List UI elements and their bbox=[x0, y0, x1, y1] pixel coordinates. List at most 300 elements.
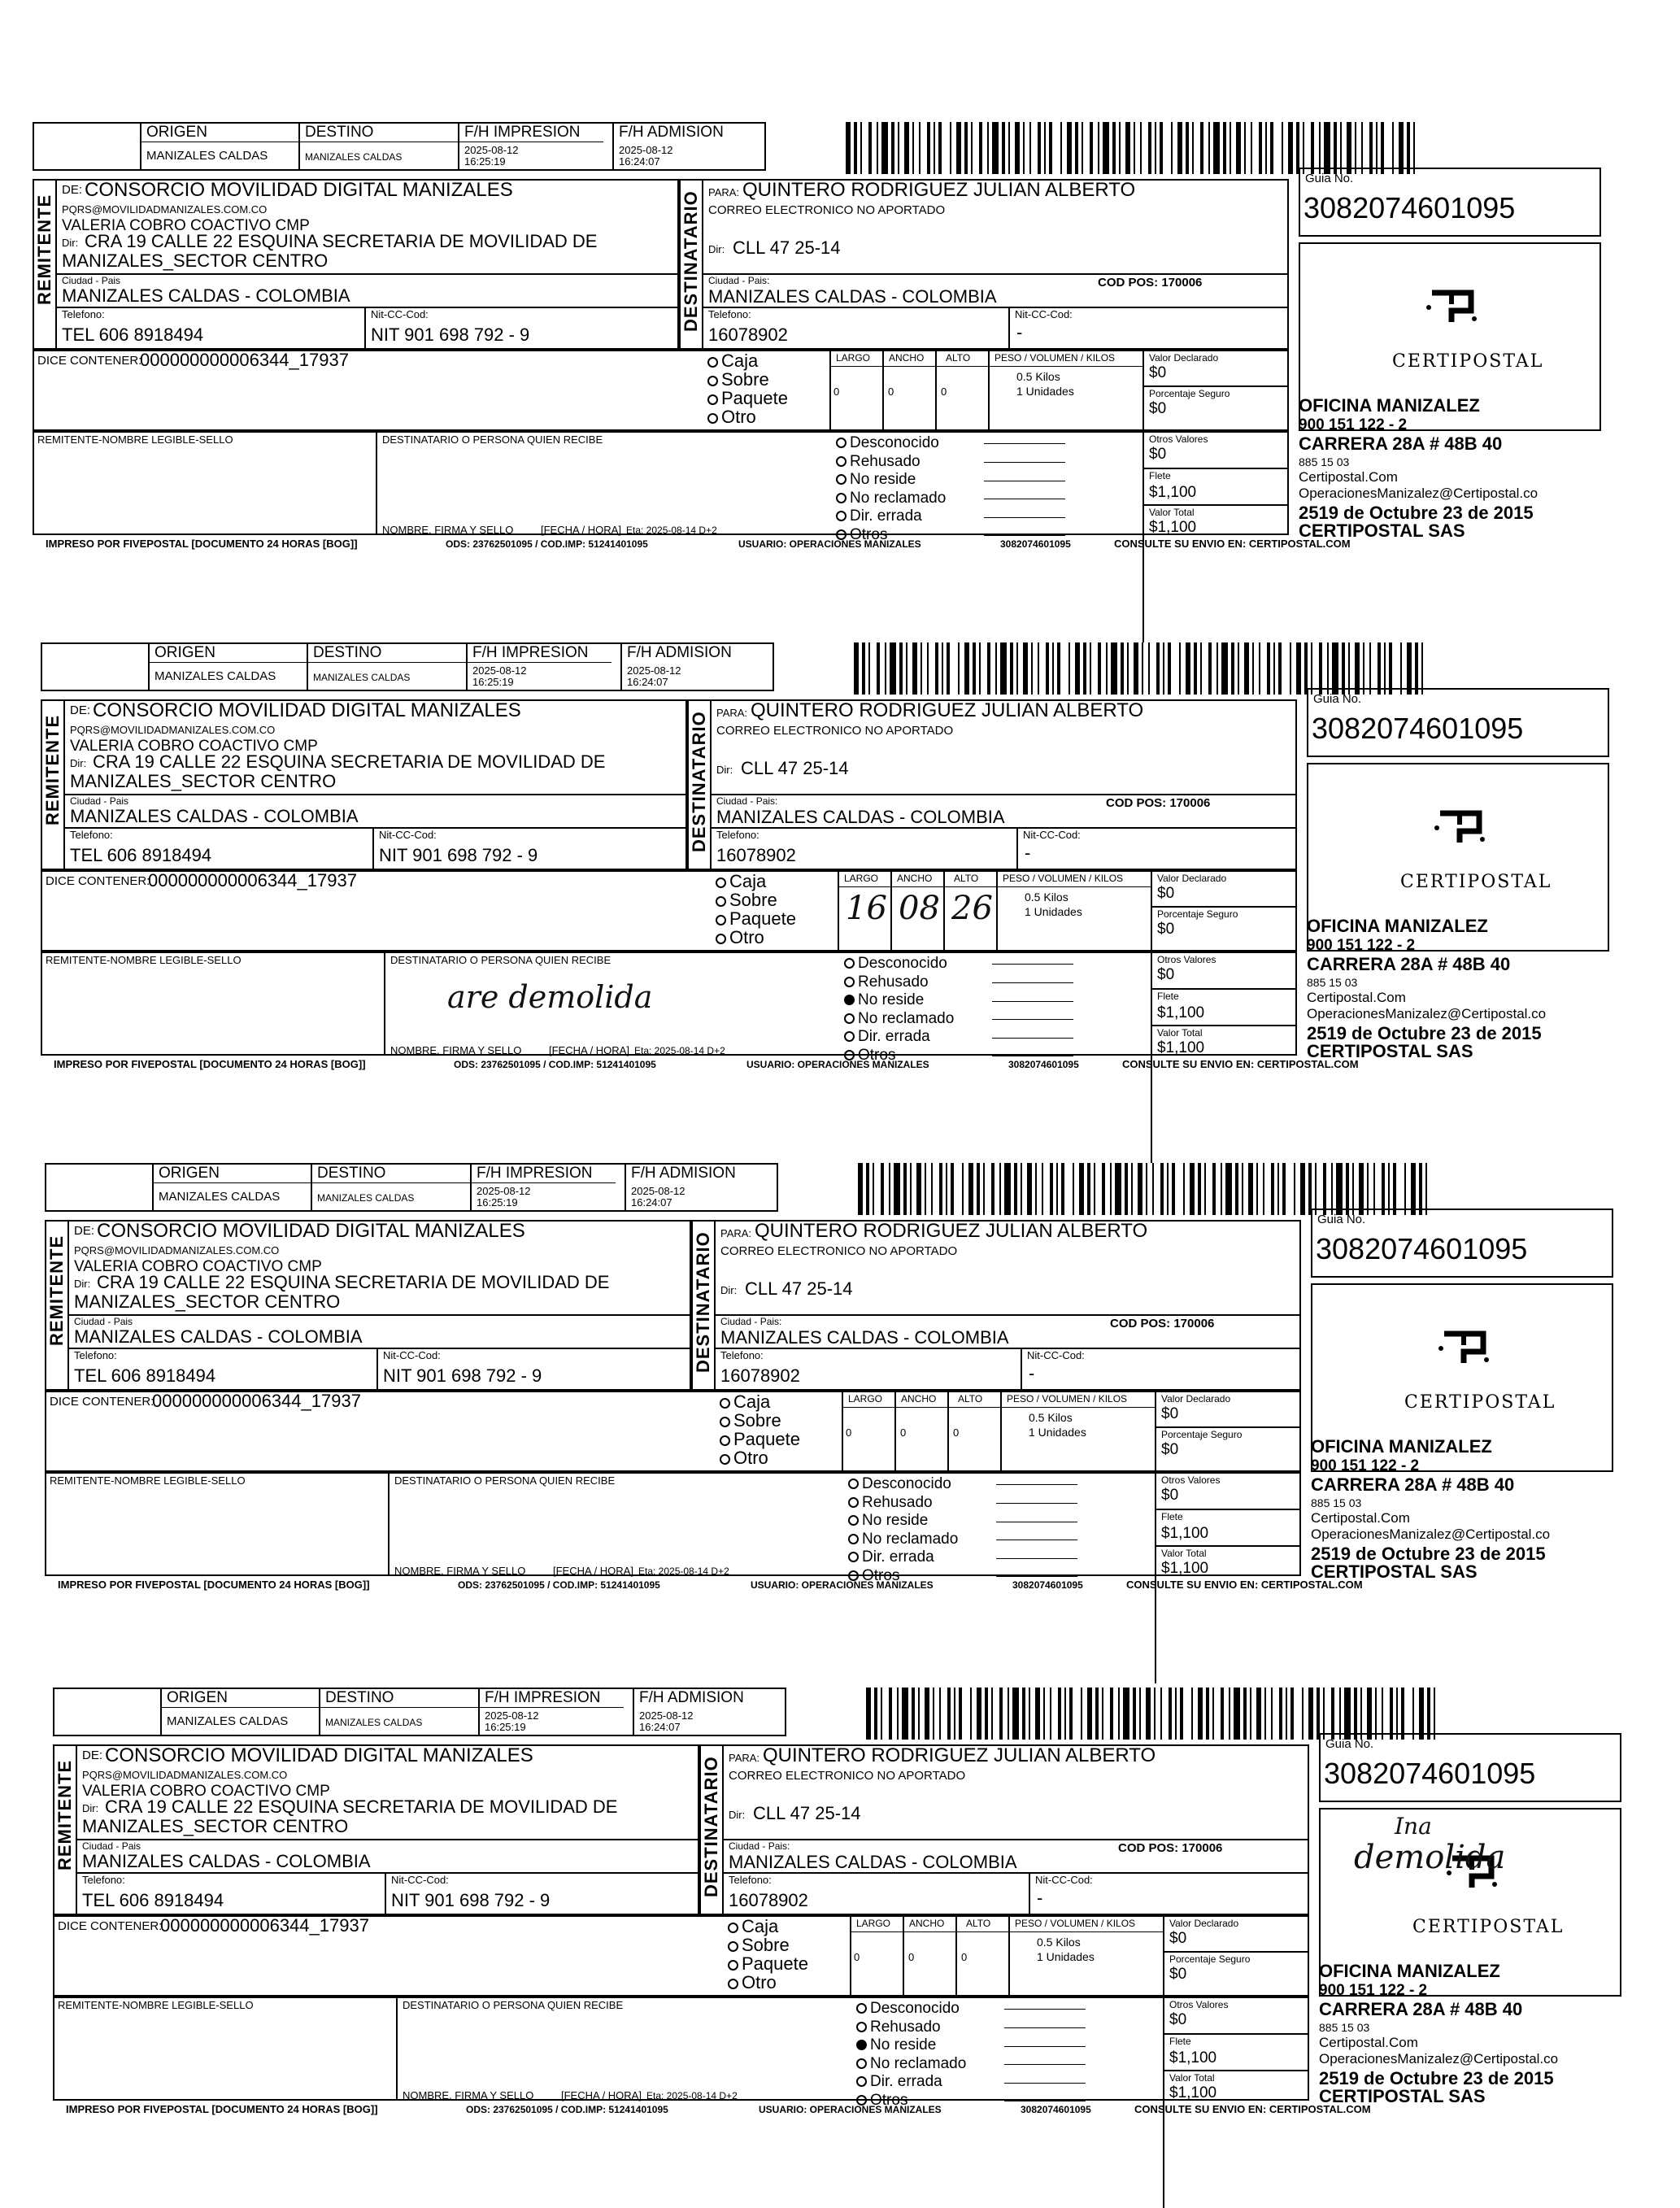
barcode-bar bbox=[1106, 642, 1108, 695]
barcode-bar bbox=[1118, 1688, 1120, 1740]
barcode-bar bbox=[1102, 1688, 1103, 1740]
barcode-bar bbox=[1168, 642, 1171, 695]
barcode-bar bbox=[874, 1688, 877, 1740]
barcode-bar bbox=[1425, 1163, 1427, 1215]
barcode-bar bbox=[1014, 1163, 1017, 1215]
radio-empty-icon bbox=[728, 1960, 738, 1971]
barcode-bar bbox=[1319, 122, 1321, 174]
oficina-correo: OperacionesManizalez@Certipostal.co bbox=[1299, 486, 1539, 501]
motivo-desconocido: Desconocido bbox=[836, 434, 946, 453]
cod-pos: COD POS: 170006 bbox=[1098, 276, 1203, 290]
otros-valores-value: $0 bbox=[1169, 2011, 1187, 2028]
barcode-bar bbox=[1244, 122, 1246, 174]
hora-admision: 16:24:07 bbox=[631, 1196, 672, 1209]
dir-label: Dir: bbox=[74, 1278, 91, 1290]
telefono-dest-label: Telefono: bbox=[720, 1349, 764, 1361]
dir-label: Dir: bbox=[62, 237, 79, 249]
destinatario-vertical-label: DESTINATARIO bbox=[701, 1756, 721, 1897]
nit-label: Nit-CC-Cod: bbox=[371, 308, 429, 320]
barcode-bar bbox=[971, 122, 973, 174]
remitente-direccion-1: CRA 19 CALLE 22 ESQUINA SECRETARIA DE MOVILIDAD DE bbox=[105, 1796, 618, 1817]
barcode-bar bbox=[904, 122, 909, 174]
barcode-bar bbox=[1125, 1163, 1128, 1215]
barcode-bar bbox=[1183, 1163, 1185, 1215]
barcode-bar bbox=[1282, 1163, 1286, 1215]
barcode-bar bbox=[1050, 1688, 1051, 1740]
remitente-contacto: VALERIA COBRO COACTIVO CMP bbox=[82, 1783, 330, 1800]
radio-empty-icon bbox=[848, 1552, 859, 1562]
motivo-no-reclamado: No reclamado bbox=[844, 1010, 954, 1029]
origen-value: MANIZALES CALDAS bbox=[155, 669, 276, 683]
barcode-bar bbox=[1363, 642, 1364, 695]
origen-value: MANIZALES CALDAS bbox=[167, 1714, 289, 1728]
destinatario-correo: CORREO ELECTRONICO NO APORTADO bbox=[720, 1244, 958, 1258]
barcode-icon bbox=[846, 122, 1423, 174]
flete-value: $1,100 bbox=[1149, 484, 1197, 501]
unidades-value: 1 Unidades bbox=[1037, 1950, 1095, 1963]
empaque-otro: Otro bbox=[720, 1448, 800, 1467]
ciudad-dest-label: Ciudad - Pais: bbox=[708, 275, 770, 286]
empaque-sobre: Sobre bbox=[716, 891, 796, 909]
barcode-bar bbox=[1389, 642, 1392, 695]
nombre-firma-label: NOMBRE, FIRMA Y SELLO bbox=[382, 524, 514, 536]
oficina-resolucion: 2519 de Octubre 23 de 2015 bbox=[1319, 2068, 1554, 2088]
barcode-bar bbox=[934, 122, 935, 174]
oficina-empresa: CERTIPOSTAL SAS bbox=[1307, 1041, 1473, 1061]
nit-dest-label: Nit-CC-Cod: bbox=[1015, 308, 1073, 320]
barcode-bar bbox=[1012, 1688, 1019, 1740]
radio-empty-icon bbox=[716, 878, 726, 888]
barcode-bar bbox=[916, 1163, 921, 1215]
motivo-otros: Otros bbox=[856, 2092, 966, 2110]
footer-guia: 3082074601095 bbox=[1000, 538, 1071, 550]
footer-ods: ODS: 23762501095 / COD.IMP: 51241401095 bbox=[454, 1059, 656, 1070]
cod-pos: COD POS: 170006 bbox=[1110, 1317, 1215, 1330]
motivo-no-reside: No reside bbox=[844, 991, 954, 1010]
remitente-vertical-label: REMITENTE bbox=[46, 1235, 67, 1346]
barcode-bar bbox=[991, 1163, 995, 1215]
barcode-bar bbox=[1373, 1163, 1375, 1215]
destinatario-recibe-label: DESTINATARIO O PERSONA QUIEN RECIBE bbox=[382, 433, 603, 446]
hora-impresion: 16:25:19 bbox=[477, 1196, 518, 1209]
barcode-bar bbox=[973, 642, 976, 695]
barcode-bar bbox=[951, 1163, 954, 1215]
empaque-sobre: Sobre bbox=[728, 1936, 808, 1954]
barcode-bar bbox=[1407, 122, 1410, 174]
destino-value: MANIZALES CALDAS bbox=[313, 672, 411, 683]
barcode-bar bbox=[1304, 642, 1308, 695]
motivos-devolucion bbox=[856, 2000, 966, 2110]
barcode-bar bbox=[927, 122, 930, 174]
barcode-bar bbox=[860, 122, 862, 174]
barcode-bar bbox=[1252, 642, 1254, 695]
radio-filled-icon bbox=[856, 2040, 867, 2050]
barcode-bar bbox=[947, 1688, 951, 1740]
nit-label: Nit-CC-Cod: bbox=[391, 1874, 449, 1886]
barcode-bar bbox=[921, 642, 922, 695]
footer-guia: 3082074601095 bbox=[1021, 2104, 1091, 2115]
largo-label: LARGO bbox=[848, 1393, 883, 1404]
valor-declarado-label: Valor Declarado bbox=[1157, 873, 1227, 884]
alto-label: ALTO bbox=[966, 1918, 991, 1929]
barcode-bar bbox=[970, 1688, 972, 1740]
barcode-bar bbox=[1035, 1163, 1037, 1215]
fh-admision-label: F/H ADMISION bbox=[639, 1689, 744, 1706]
alto-label: ALTO bbox=[946, 352, 971, 364]
destino-label: DESTINO bbox=[317, 1165, 386, 1182]
barcode-bar bbox=[1230, 122, 1231, 174]
barcode-bar bbox=[1038, 642, 1039, 695]
barcode-bar bbox=[1407, 642, 1412, 695]
fecha-impresion: 2025-08-12 bbox=[477, 1185, 531, 1197]
empaque-paquete: Paquete bbox=[716, 909, 796, 928]
contenido-value: 000000000006344_17937 bbox=[152, 1391, 361, 1411]
barcode-bar bbox=[1004, 1163, 1011, 1215]
largo-value: 0 bbox=[854, 1951, 860, 1963]
barcode-bar bbox=[1384, 642, 1386, 695]
barcode-bar bbox=[1267, 642, 1270, 695]
barcode-bar bbox=[946, 1163, 947, 1215]
nit-label: Nit-CC-Cod: bbox=[383, 1349, 441, 1361]
oficina-empresa: CERTIPOSTAL SAS bbox=[1319, 2086, 1486, 2106]
barcode-bar bbox=[1146, 1688, 1151, 1740]
largo-label: LARGO bbox=[844, 873, 879, 884]
destinatario-ciudad: MANIZALES CALDAS - COLOMBIA bbox=[716, 807, 1005, 827]
telefono-dest-label: Telefono: bbox=[716, 829, 759, 841]
oficina-name: OFICINA MANIZALEZ bbox=[1311, 1436, 1492, 1457]
barcode-bar bbox=[846, 122, 851, 174]
barcode-bar bbox=[1194, 642, 1197, 695]
barcode-bar bbox=[1256, 1163, 1258, 1215]
barcode-bar bbox=[858, 1163, 863, 1215]
empaque-options bbox=[707, 351, 788, 426]
barcode-bar bbox=[942, 642, 943, 695]
unidades-value: 1 Unidades bbox=[1025, 905, 1082, 918]
fecha-admision: 2025-08-12 bbox=[639, 1709, 694, 1722]
barcode-bar bbox=[962, 1163, 964, 1215]
barcode-bar bbox=[1344, 1688, 1351, 1740]
barcode-bar bbox=[1256, 1688, 1261, 1740]
barcode-bar bbox=[1352, 1163, 1354, 1215]
nit-label: Nit-CC-Cod: bbox=[379, 829, 437, 841]
fecha-admision: 2025-08-12 bbox=[627, 664, 681, 677]
fecha-impresion: 2025-08-12 bbox=[472, 664, 527, 677]
barcode-bar bbox=[854, 642, 859, 695]
barcode-bar bbox=[1294, 1163, 1295, 1215]
barcode-bar bbox=[956, 122, 961, 174]
barcode-bar bbox=[1200, 122, 1203, 174]
firma-box bbox=[45, 1472, 1301, 1576]
peso-value: 0.5 Kilos bbox=[1037, 1936, 1081, 1949]
valor-declarado-value: $0 bbox=[1149, 364, 1167, 381]
ancho-label: ANCHO bbox=[909, 1918, 945, 1929]
hora-impresion: 16:25:19 bbox=[485, 1721, 526, 1733]
alto-value: 0 bbox=[941, 385, 947, 398]
empaque-sobre: Sobre bbox=[707, 370, 788, 389]
barcode-bar bbox=[1010, 642, 1013, 695]
barcode-bar bbox=[1277, 1163, 1279, 1215]
handwritten-note: Ina bbox=[1395, 1813, 1432, 1840]
remitente-contacto: VALERIA COBRO COACTIVO CMP bbox=[70, 738, 318, 755]
dice-contener-label: DICE CONTENER: bbox=[37, 354, 142, 368]
destino-value: MANIZALES CALDAS bbox=[325, 1717, 423, 1728]
motivo-rehusado: Rehusado bbox=[836, 453, 946, 472]
eta-value: Eta: 2025-08-14 D+2 bbox=[646, 2090, 738, 2101]
nit-dest-label: Nit-CC-Cod: bbox=[1027, 1349, 1085, 1361]
telefono-label: Telefono: bbox=[70, 829, 113, 841]
origen-value: MANIZALES CALDAS bbox=[146, 149, 268, 163]
telefono-label: Telefono: bbox=[82, 1874, 125, 1886]
barcode-bar bbox=[1265, 122, 1267, 174]
remitente-email: PQRS@MOVILIDADMANIZALES.COM.CO bbox=[62, 203, 268, 216]
certipostal-logo-icon bbox=[1434, 807, 1486, 852]
barcode-bar bbox=[894, 1163, 900, 1215]
barcode-bar bbox=[1190, 1163, 1195, 1215]
barcode-bar bbox=[925, 1688, 929, 1740]
empaque-caja: Caja bbox=[716, 872, 796, 891]
barcode-bar bbox=[1342, 642, 1345, 695]
valor-declarado-label: Valor Declarado bbox=[1161, 1393, 1231, 1404]
barcode-bar bbox=[1119, 122, 1121, 174]
valor-total-label: Valor Total bbox=[1149, 507, 1195, 518]
radio-empty-icon bbox=[844, 958, 855, 969]
remitente-vertical-label: REMITENTE bbox=[34, 194, 54, 305]
barcode-bar bbox=[918, 1688, 920, 1740]
barcode-bar bbox=[1278, 642, 1282, 695]
radio-empty-icon bbox=[848, 1479, 859, 1489]
destinatario-direccion: CLL 47 25-14 bbox=[753, 1803, 861, 1823]
barcode-bar bbox=[1064, 1688, 1066, 1740]
barcode-bar bbox=[885, 642, 886, 695]
valor-declarado-value: $0 bbox=[1157, 885, 1175, 902]
flete-label: Flete bbox=[1149, 470, 1171, 481]
barcode-bar bbox=[987, 122, 989, 174]
barcode-icon bbox=[866, 1688, 1443, 1740]
barcode-bar bbox=[991, 1688, 993, 1740]
barcode-bar bbox=[1290, 1688, 1294, 1740]
radio-empty-icon bbox=[707, 357, 718, 368]
radio-empty-icon bbox=[716, 915, 726, 925]
barcode-bar bbox=[912, 122, 914, 174]
ancho-label: ANCHO bbox=[889, 352, 925, 364]
barcode-bar bbox=[1340, 122, 1342, 174]
porcentaje-seguro-label: Porcentaje Seguro bbox=[1149, 388, 1230, 399]
barcode-bar bbox=[1186, 642, 1190, 695]
guia-number: 3082074601095 bbox=[1312, 712, 1524, 745]
destinatario-telefono: 16078902 bbox=[720, 1365, 800, 1386]
destinatario-direccion: CLL 47 25-14 bbox=[733, 237, 841, 258]
oficina-nit: 900 151 122 - 2 bbox=[1307, 937, 1416, 954]
valor-total-value: $1,100 bbox=[1157, 1039, 1205, 1056]
barcode-bar bbox=[1251, 122, 1252, 174]
certipostal-logo-text: CERTIPOSTAL bbox=[1412, 1917, 1565, 1937]
barcode-bar bbox=[1271, 1163, 1274, 1215]
oficina-correo: OperacionesManizalez@Certipostal.co bbox=[1307, 1006, 1547, 1021]
valor-declarado-value: $0 bbox=[1161, 1405, 1179, 1422]
barcode-bar bbox=[1043, 1688, 1045, 1740]
radio-empty-icon bbox=[848, 1534, 859, 1544]
destinatario-telefono: 16078902 bbox=[708, 324, 788, 345]
motivos-devolucion bbox=[844, 955, 954, 1065]
barcode-bar bbox=[959, 1688, 962, 1740]
barcode-bar bbox=[1073, 1163, 1074, 1215]
origen-label: ORIGEN bbox=[159, 1165, 220, 1182]
barcode-bar bbox=[1413, 122, 1415, 174]
remitente-nit: NIT 901 698 792 - 9 bbox=[391, 1890, 551, 1910]
barcode-bar bbox=[1238, 642, 1239, 695]
barcode-bar bbox=[1323, 1688, 1325, 1740]
barcode-bar bbox=[939, 1163, 942, 1215]
destinatario-correo: CORREO ELECTRONICO NO APORTADO bbox=[708, 203, 946, 217]
barcode-bar bbox=[1332, 642, 1338, 695]
motivo-rehusado: Rehusado bbox=[856, 2019, 966, 2037]
barcode-bar bbox=[1098, 642, 1101, 695]
barcode-bar bbox=[1000, 642, 1007, 695]
remitente-direccion-2: MANIZALES_SECTOR CENTRO bbox=[74, 1291, 341, 1312]
barcode-bar bbox=[1327, 642, 1329, 695]
footer-guia: 3082074601095 bbox=[1008, 1059, 1079, 1070]
destinatario-telefono: 16078902 bbox=[716, 845, 796, 865]
radio-empty-icon bbox=[720, 1417, 730, 1427]
destinatario-nit: - bbox=[1037, 1888, 1043, 1908]
barcode-bar bbox=[1264, 1688, 1266, 1740]
radio-empty-icon bbox=[836, 511, 847, 521]
barcode-bar bbox=[1290, 642, 1291, 695]
barcode-bar bbox=[1434, 1688, 1435, 1740]
certipostal-logo-icon bbox=[1438, 1327, 1490, 1373]
barcode-bar bbox=[995, 642, 997, 695]
valor-total-label: Valor Total bbox=[1157, 1027, 1203, 1039]
destinatario-vertical-label: DESTINATARIO bbox=[681, 190, 701, 332]
footer-consulte: CONSULTE SU ENVIO EN: CERTIPOSTAL.COM bbox=[1122, 1058, 1359, 1070]
motivo-otros: Otros bbox=[848, 1567, 958, 1586]
destino-label: DESTINO bbox=[325, 1689, 394, 1706]
barcode-bar bbox=[1015, 122, 1020, 174]
barcode-bar bbox=[939, 1688, 941, 1740]
empaque-otro: Otro bbox=[707, 407, 788, 426]
certipostal-logo-text: CERTIPOSTAL bbox=[1404, 1392, 1556, 1413]
destinatario-name: QUINTERO RODRIGUEZ JULIAN ALBERTO bbox=[742, 179, 1136, 201]
radio-empty-icon bbox=[856, 2022, 867, 2032]
barcode-bar bbox=[889, 1688, 892, 1740]
footer-impreso: IMPRESO POR FIVEPOSTAL [DOCUMENTO 24 HORAS [BOG]] bbox=[66, 2103, 378, 2115]
barcode-bar bbox=[1331, 1163, 1333, 1215]
barcode-bar bbox=[1027, 1163, 1032, 1215]
fh-admision-label: F/H ADMISION bbox=[627, 644, 732, 661]
empaque-caja: Caja bbox=[720, 1392, 800, 1411]
barcode-bar bbox=[910, 1163, 912, 1215]
motivo-dir-errada: Dir. errada bbox=[844, 1028, 954, 1047]
ciudad-dest-label: Ciudad - Pais: bbox=[729, 1840, 790, 1852]
firma-box bbox=[41, 952, 1297, 1056]
fh-impresion-label: F/H IMPRESION bbox=[477, 1165, 593, 1182]
barcode-bar bbox=[1069, 1688, 1073, 1740]
barcode-bar bbox=[1031, 642, 1033, 695]
oficina-telefono: 885 15 03 bbox=[1307, 976, 1358, 989]
barcode-bar bbox=[1213, 122, 1220, 174]
radio-empty-icon bbox=[720, 1435, 730, 1446]
barcode-bar bbox=[1208, 122, 1210, 174]
guia-label: Guia No. bbox=[1325, 1737, 1374, 1751]
ciudad-dest-label: Ciudad - Pais: bbox=[720, 1316, 782, 1327]
remitente-nombre-label: REMITENTE-NOMBRE LEGIBLE-SELLO bbox=[46, 954, 242, 966]
barcode-bar bbox=[1311, 642, 1312, 695]
oficina-telefono: 885 15 03 bbox=[1319, 2021, 1370, 2034]
barcode-bar bbox=[1212, 1688, 1214, 1740]
barcode-bar bbox=[1401, 1688, 1404, 1740]
motivo-dir-errada: Dir. errada bbox=[848, 1548, 958, 1567]
flete-value: $1,100 bbox=[1169, 2049, 1217, 2066]
barcode-bar bbox=[1042, 1163, 1043, 1215]
remitente-direccion-1: CRA 19 CALLE 22 ESQUINA SECRETARIA DE MOVILIDAD DE bbox=[93, 751, 606, 772]
fecha-impresion: 2025-08-12 bbox=[485, 1709, 539, 1722]
barcode-bar bbox=[1021, 1163, 1022, 1215]
ancho-value: 0 bbox=[900, 1426, 907, 1439]
barcode-bar bbox=[1216, 642, 1218, 695]
oficina-direccion: CARRERA 28A # 48B 40 bbox=[1311, 1474, 1515, 1495]
firma-box bbox=[33, 431, 1289, 535]
barcode-bar bbox=[947, 642, 950, 695]
barcode-bar bbox=[1400, 642, 1402, 695]
barcode-bar bbox=[1200, 642, 1202, 695]
barcode-bar bbox=[1212, 1163, 1216, 1215]
barcode-bar bbox=[912, 642, 917, 695]
barcode-bar bbox=[1221, 642, 1228, 695]
hora-impresion: 16:25:19 bbox=[472, 676, 514, 688]
destinatario-vertical-label: DESTINATARIO bbox=[689, 711, 709, 852]
barcode-bar bbox=[1160, 1163, 1164, 1215]
fecha-hora-label: [FECHA / HORA] bbox=[561, 2089, 642, 2101]
barcode-bar bbox=[1082, 122, 1083, 174]
guia-number: 3082074601095 bbox=[1304, 191, 1516, 224]
contenido-value: 000000000006344_17937 bbox=[148, 870, 357, 891]
barcode-bar bbox=[1204, 1163, 1206, 1215]
radio-empty-icon bbox=[836, 493, 847, 503]
barcode-bar bbox=[1361, 122, 1363, 174]
empaque-sobre: Sobre bbox=[720, 1411, 800, 1430]
barcode-bar bbox=[958, 642, 960, 695]
remitente-vertical-label: REMITENTE bbox=[42, 714, 63, 825]
barcode-bar bbox=[1016, 642, 1018, 695]
otros-valores-label: Otros Valores bbox=[1161, 1474, 1221, 1486]
barcode-bar bbox=[881, 1163, 884, 1215]
barcode-bar bbox=[1123, 1688, 1129, 1740]
barcode-bar bbox=[854, 122, 857, 174]
otros-valores-value: $0 bbox=[1157, 966, 1175, 983]
oficina-correo: OperacionesManizalez@Certipostal.co bbox=[1311, 1526, 1551, 1542]
destinatario-vertical-label: DESTINATARIO bbox=[693, 1231, 713, 1373]
dice-contener-label: DICE CONTENER: bbox=[50, 1395, 155, 1409]
guia-number: 3082074601095 bbox=[1324, 1757, 1536, 1790]
radio-empty-icon bbox=[720, 1398, 730, 1409]
empaque-options bbox=[728, 1917, 808, 1992]
barcode-bar bbox=[1243, 1688, 1247, 1740]
radio-empty-icon bbox=[728, 1941, 738, 1952]
footer-impreso: IMPRESO POR FIVEPOSTAL [DOCUMENTO 24 HORAS [BOG]] bbox=[54, 1058, 366, 1070]
barcode-bar bbox=[1095, 1688, 1099, 1740]
oficina-web: Certipostal.Com bbox=[1307, 990, 1406, 1005]
barcode-bar bbox=[985, 1688, 988, 1740]
telefono-dest-label: Telefono: bbox=[729, 1874, 772, 1886]
barcode-bar bbox=[1382, 1163, 1385, 1215]
barcode-bar bbox=[1419, 1163, 1422, 1215]
empaque-otro: Otro bbox=[728, 1973, 808, 1992]
radio-empty-icon bbox=[728, 1923, 738, 1933]
barcode-bar bbox=[1102, 1163, 1105, 1215]
barcode-bar bbox=[1180, 1688, 1183, 1740]
otros-valores-value: $0 bbox=[1149, 446, 1167, 463]
barcode-bar bbox=[1229, 1688, 1230, 1740]
